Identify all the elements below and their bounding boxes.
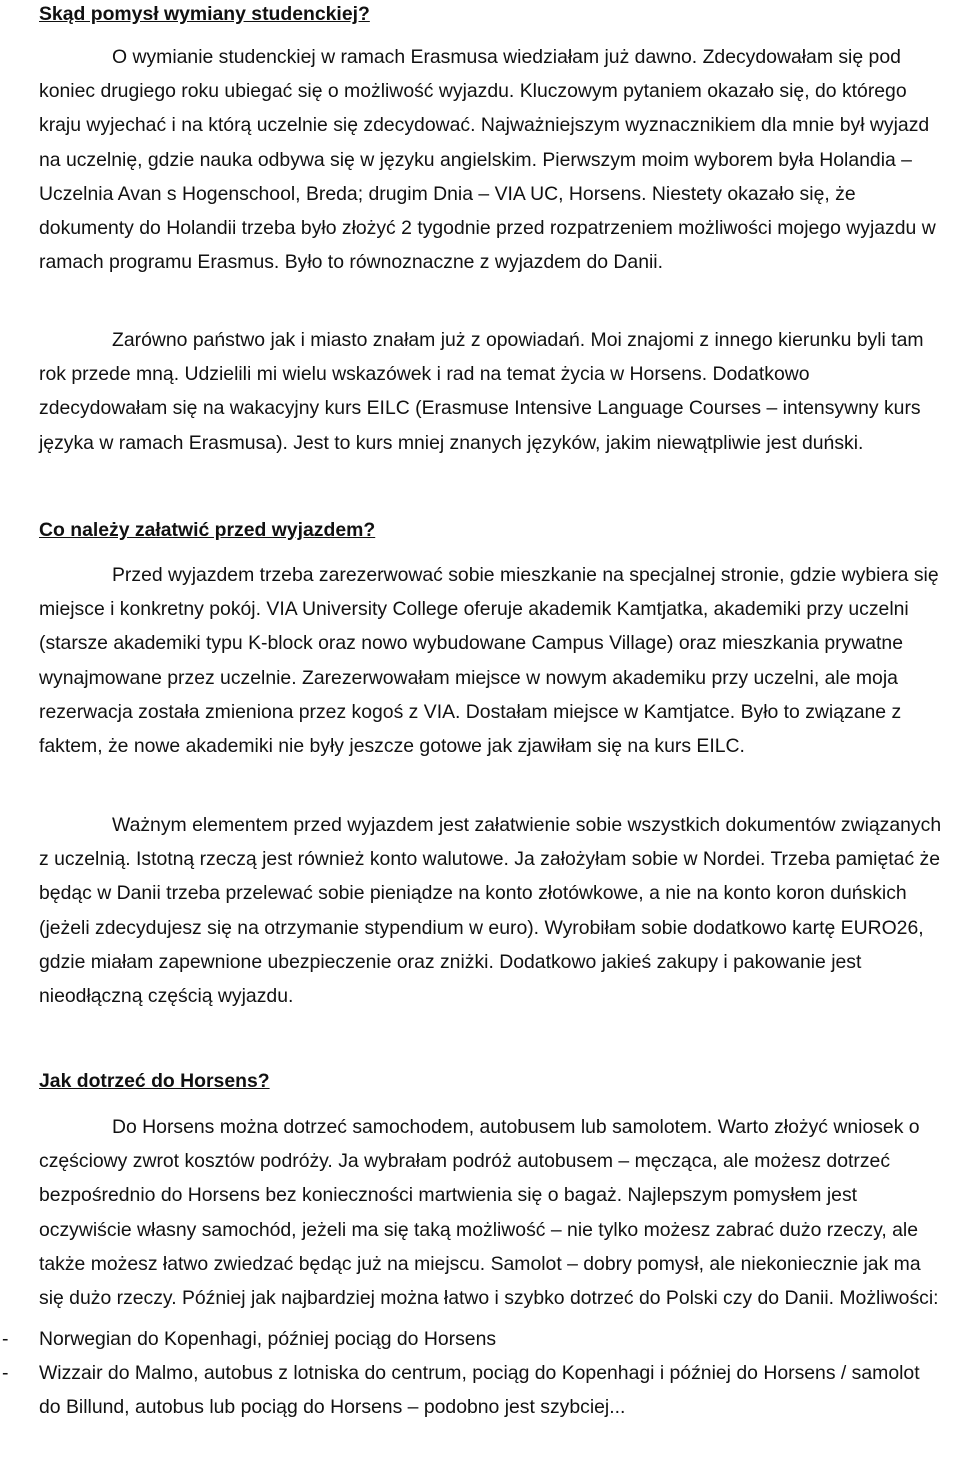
list-item-text: Norwegian do Kopenhagi, później pociąg do Horsens — [39, 1328, 497, 1350]
paragraph-exchange-1: O wymianie studenckiej w ramach Erasmusa wiedziałam już dawno. Zdecydowałam się pod koniec drugiego roku ubiegać się o możliwość wyjazdu. Kluczowym pytaniem okazało się, do którego kraju wyjechać i na którą uczelnie się zdecydować. Najważniejszym wyznacznikiem dla mnie był wyjazd na uczelnię, gdzie nauka odbywa się w języku angielskim. Pierwszym moim wyborem była Holandia – Uczelnia Avan s Hogenschool, Breda; drugim Dnia – VIA UC, Horsens. Niestety okazało się, że dokumenty do Holandii trzeba było złożyć 2 tygodnie przed rozpatrzeniem możliwości mojego wyjazdu w ramach programu Erasmus. Było to równoznaczne z wyjazdem do Danii. — [39, 46, 936, 274]
paragraph-before-1: Przed wyjazdem trzeba zarezerwować sobie mieszkanie na specjalnej stronie, gdzie wybiera się miejsce i konkretny pokój. VIA University College oferuje akademik Kamtjatka, akademiki przy uczelni (starsze akademiki typu K-block oraz nowo wybudowane Campus Village) oraz mieszkania prywatne wynajmowane przez uczelnie. Zarezerwowałam miejsce w nowym akademiku przy uczelni, ale moja rezerwacja została zmieniona przez kogoś z VIA. Dostałam miejsce w Kamtjatce. Było to związane z faktem, że nowe akademiki nie były jeszcze gotowe jak zjawiłam się na kurs EILC. — [39, 564, 939, 758]
paragraph-exchange-2: Zarówno państwo jak i miasto znałam już z opowiadań. Moi znajomi z innego kierunku byli tam rok przede mną. Udzielili mi wielu wskazówek i rad na temat życia w Horsens. Dodatkowo zdecydowałam się na wakacyjny kurs EILC (Erasmuse Intensive Language Courses – intensywny kurs języka w ramach Erasmusa). Jest to kurs mniej znanych języków, jakim niewątpliwie jest duński. — [39, 329, 924, 454]
paragraph-before-2: Ważnym elementem przed wyjazdem jest załatwienie sobie wszystkich dokumentów związanych z uczelnią. Istotną rzeczą jest również konto walutowe. Ja założyłam sobie w Nordei. Trzeba pamiętać że będąc w Danii trzeba przelewać sobie pieniądze na konto złotówkowe, a nie na konto koron duńskich (jeżeli zdecydujesz się na otrzymanie stypendium w euro). Wyrobiłam sobie dodatkowo kartę EURO26, gdzie miałam zapewnione ubezpieczenie oraz zniżki. Dodatkowo jakieś zakupy i pakowanie jest nieodłączną częścią wyjazdu. — [39, 814, 942, 1008]
list-item-text: Wizzair do Malmo, autobus z lotniska do centrum, pociąg do Kopenhagi i później do Horsens / samolot do Billund, autobus lub pociąg do Horsens – podobno jest szybciej... — [39, 1362, 920, 1419]
paragraph-travel-1: Do Horsens można dotrzeć samochodem, autobusem lub samolotem. Warto złożyć wniosek o częściowy zwrot kosztów podróży. Ja wybrałam podróż autobusem – męcząca, ale możesz dotrzeć bezpośrednio do Horsens bez konieczności martwienia się o bagaż. Najlepszym pomysłem jest oczywiście własny samochód, jeżeli ma się taką możliwość – nie tylko możesz zabrać dużo rzeczy, ale także możesz łatwo zwiedzać będąc już na miejscu. Samolot – dobry pomysł, ale niekoniecznie jak ma się dużo rzeczy. Później jak najbardziej można łatwo i szybko dotrzeć do Polski czy do Danii. Możliwości: — [39, 1116, 939, 1310]
list-item — [0, 1322, 942, 1356]
list-item — [0, 1356, 942, 1424]
list-dash: - — [2, 1328, 9, 1350]
travel-options-list — [0, 1322, 942, 1425]
section-heading-before-departure: Co należy załatwić przed wyjazdem? — [39, 519, 376, 541]
section-heading-exchange-idea: Skąd pomysł wymiany studenckiej? — [39, 3, 370, 25]
section-heading-getting-to-horsens: Jak dotrzeć do Horsens? — [39, 1070, 270, 1092]
list-dash: - — [2, 1362, 9, 1385]
